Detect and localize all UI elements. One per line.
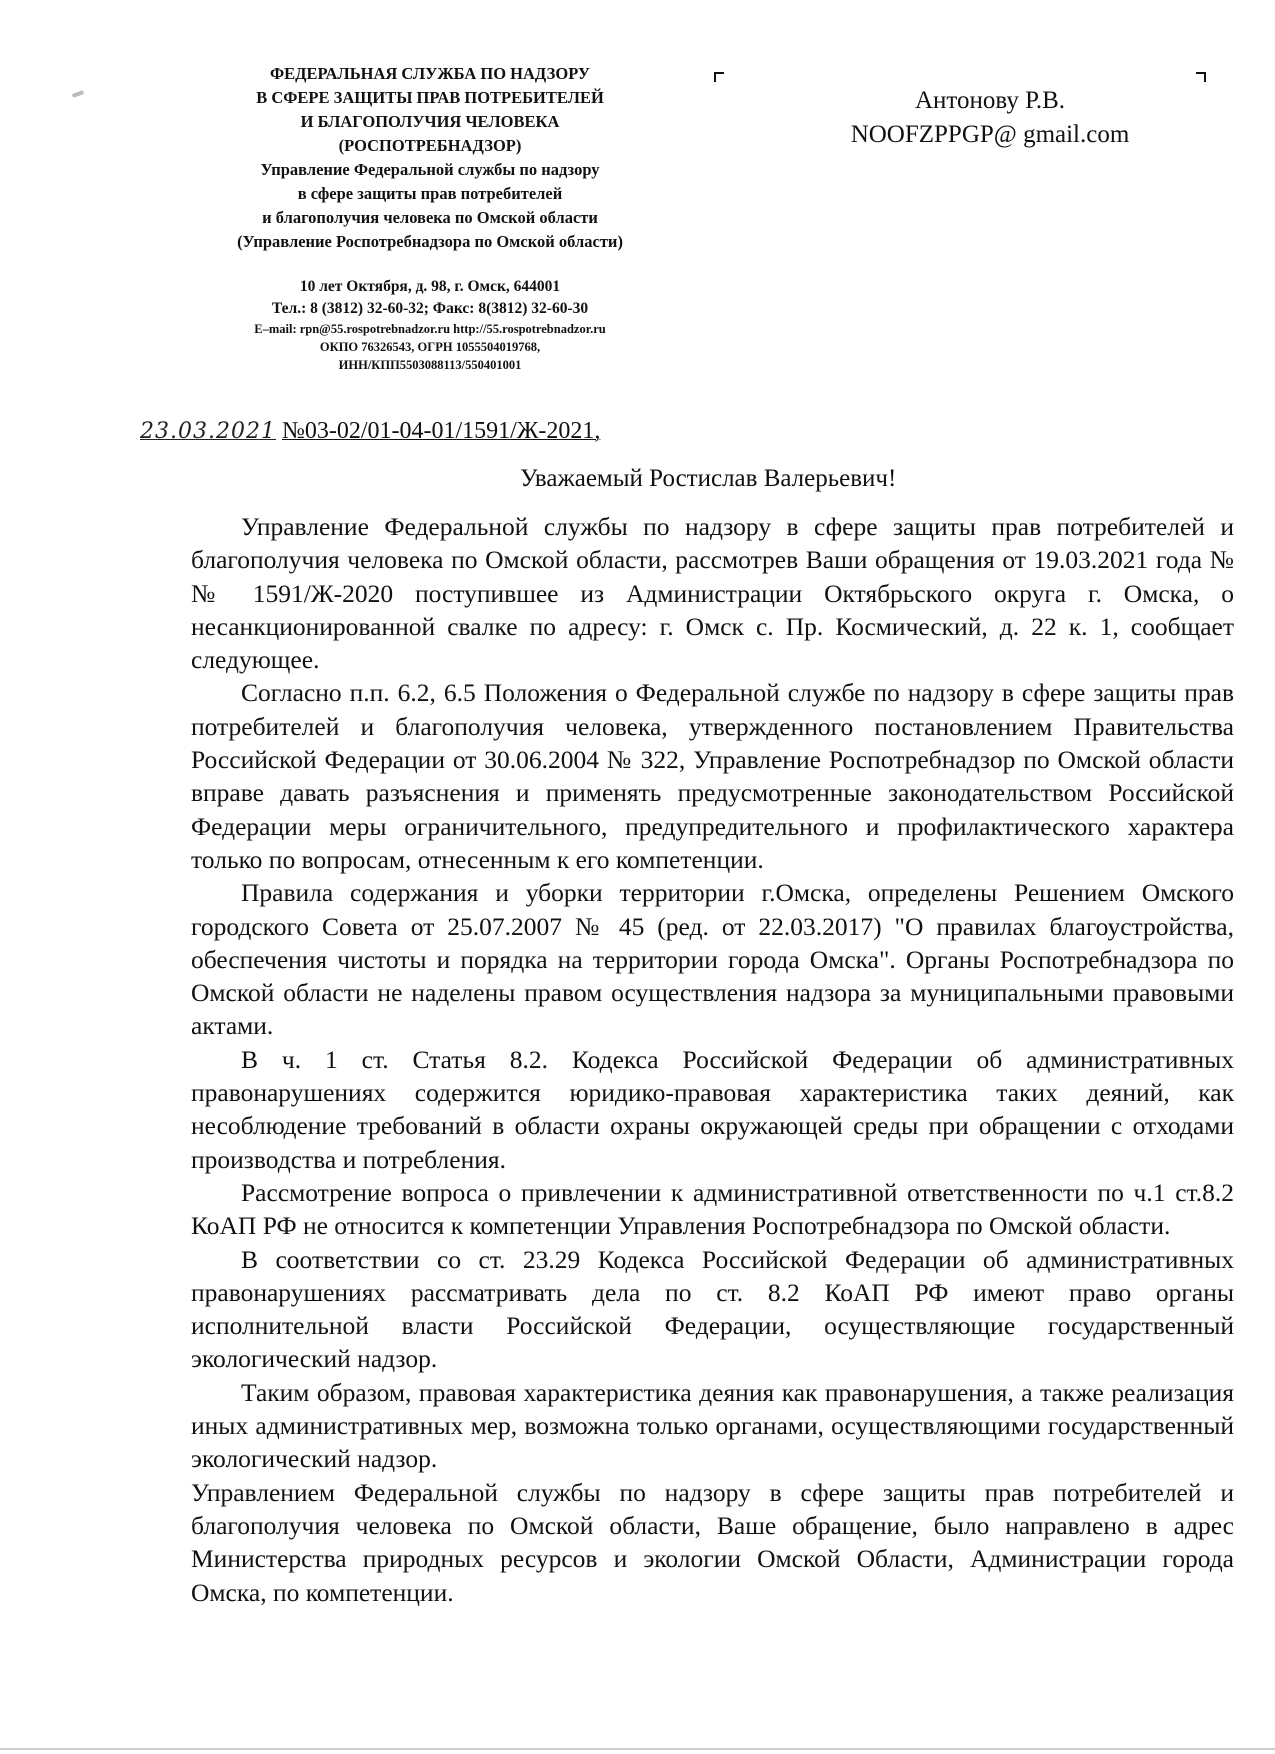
registration-date-handwritten: 23.03.2021 <box>140 419 276 444</box>
letterhead-org-line: в сфере защиты прав потребителей <box>297 184 563 203</box>
letterhead-org-line: ФЕДЕРАЛЬНАЯ СЛУЖБА ПО НАДЗОРУ <box>270 64 590 83</box>
letterhead-org-line: Управление Федеральной службы по надзору <box>260 160 600 179</box>
scan-artifact <box>72 90 85 98</box>
addressee-email: NOOFZPPGP@ gmail.com <box>850 121 1130 148</box>
body-paragraph: Правила содержания и уборки территории г.Омска, определены Решением Омского городского Совета от 25.07.2007 № 45 (ред. от 22.03.2017) "О правилах благоустройства, обеспечения чистоты и порядка на территории города Омска". Органы Роспотребнадзора по Омской области не наделены правом осуществления надзора за муниципальными правовыми актами. <box>191 878 1234 1041</box>
addressee-corner-left <box>714 72 724 82</box>
body-paragraph: В ч. 1 ст. Статья 8.2. Кодекса Российской Федерации об административных правонарушениях содержится юридико-правовая характеристика таких деяний, как несоблюдение требований в области охраны окружающей среды при обращении с отходами производства и потребления. <box>191 1044 1234 1174</box>
letterhead-contacts <box>170 276 690 374</box>
letterhead-okpo-ogrn: ОКПО 76326543, ОГРН 1055504019768, <box>319 340 541 354</box>
scan-edge <box>0 1748 1275 1750</box>
letterhead-org-line: (РОСПОТРЕБНАДЗОР) <box>338 136 522 155</box>
letterhead-org-line: В СФЕРЕ ЗАЩИТЫ ПРАВ ПОТРЕБИТЕЛЕЙ <box>256 88 604 107</box>
salutation: Уважаемый Ростислав Валерьевич! <box>520 465 897 492</box>
letterhead-inn-kpp: ИНН/КПП5503088113/550401001 <box>338 358 522 372</box>
letterhead-address: 10 лет Октября, д. 98, г. Омск, 644001 <box>299 278 561 295</box>
body-paragraph: В соответствии со ст. 23.29 Кодекса Российской Федерации об административных правонарушениях рассматривать дела по ст. 8.2 КоАП РФ имеют право органы исполнительной власти Российской Федерации, осуществляющие государственный экологический надзор. <box>191 1244 1234 1374</box>
body-paragraph: Управление Федеральной службы по надзору в сфере защиты прав потребителей и благополучия человека по Омской области, рассмотрев Ваши обращения от 19.03.2021 года №№ 1591/Ж-2020 поступившее из Администрации Октябрьского округа г. Омска, о несанкционированной свалке по адресу: г. Омск с. Пр. Космический, д. 22 к. 1, сообщает следующее. <box>191 512 1234 675</box>
body-paragraph: Рассмотрение вопроса о привлечении к административной ответственности по ч.1 ст.8.2 КоАП РФ не относится к компетенции Управления Роспотребнадзора по Омской области. <box>191 1177 1234 1241</box>
letterhead-email-web: E–mail: rpn@55.rospotrebnadzor.ru http://55.rospotrebnadzor.ru <box>254 322 606 336</box>
body-paragraph: Управлением Федеральной службы по надзору в сфере защиты прав потребителей и благополучия человека по Омской области, Ваше обращение, было направлено в адрес Министерства природных ресурсов и экологии Омской Области, Администрации города Омска, по компетенции. <box>191 1477 1234 1607</box>
letterhead-org-line: И БЛАГОПОЛУЧИЯ ЧЕЛОВЕКА <box>300 112 560 131</box>
letter-body <box>191 510 1234 1609</box>
registration-line <box>140 418 600 445</box>
letterhead-phone: Тел.: 8 (3812) 32-60-32; Факс: 8(3812) 32-60-30 <box>271 300 589 317</box>
body-paragraph: Таким образом, правовая характеристика деяния как правонарушения, а также реализация иных административных мер, возможна только органами, осуществляющими государственный экологический надзор. <box>191 1377 1234 1474</box>
letterhead-org-line: (Управление Роспотребнадзора по Омской области) <box>237 232 623 251</box>
registration-number: №03-02/01-04-01/1591/Ж-2021, <box>281 418 601 444</box>
letterhead-org-line: и благополучия человека по Омской области <box>262 208 598 227</box>
addressee-name: Антонову Р.В. <box>914 87 1066 114</box>
letterhead <box>170 62 690 374</box>
body-paragraph: Согласно п.п. 6.2, 6.5 Положения о Федеральной службе по надзору в сфере защиты прав потребителей и благополучия человека, утвержденного постановлением Правительства Российской Федерации от 30.06.2004 № 322, Управление Роспотребнадзор по Омской области вправе давать разъяснения и применять предусмотренные законодательством Российской Федерации меры ограничительного, предупредительного и профилактического характера только по вопросам, отнесенным к его компетенции. <box>191 678 1234 874</box>
addressee-corner-right <box>1196 72 1206 82</box>
addressee-block <box>760 84 1220 152</box>
